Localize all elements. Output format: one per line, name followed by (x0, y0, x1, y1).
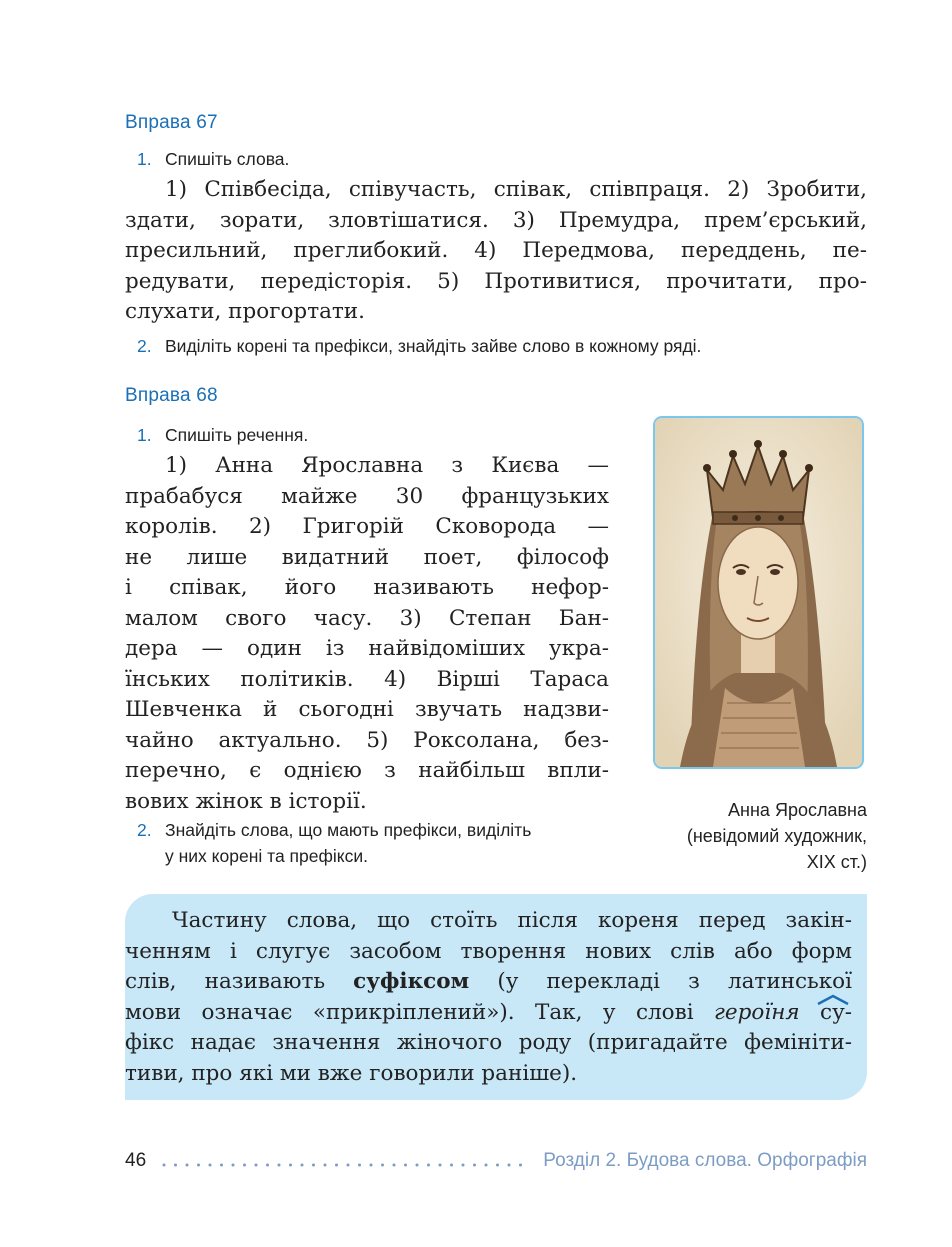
text-line: здати, зорати, зловтішатися. 3) Премудра, прем’єрський, (125, 207, 867, 233)
task-text: у них корені та префікси. (165, 846, 369, 866)
footer-dots (162, 1163, 530, 1167)
text-line: Шевченка й сьогодні звучать надзви- (125, 697, 609, 722)
task-text: Спишіть речення. (165, 425, 309, 445)
rule-line (125, 998, 852, 1029)
text-line: малом свого часу. 3) Степан Бан- (125, 605, 609, 631)
rule-fragment: мови означає «прикріплений»). Так, у слові (125, 999, 694, 1025)
portrait-anna-yaroslavna (653, 416, 864, 769)
text-line: 1) Анна Ярославна з Києва — (165, 453, 609, 478)
rule-line: тиви, про які ми вже говорили раніше). (125, 1060, 578, 1086)
text-line: 1) Співбесіда, співучасть, співак, співпраця. 2) Зробити, (165, 177, 867, 202)
rule-line: ченням і слугує засобом творення нових слів або форм (125, 938, 852, 964)
exercise-68-title: Вправа 68 (125, 385, 218, 406)
task-text: Знайдіть слова, що мають префікси, виділіть (165, 820, 532, 840)
rule-fragment: (у перекладі з латинської (497, 969, 852, 994)
exercise-68-task-2 (137, 817, 531, 869)
portrait-caption (687, 797, 867, 875)
rule-line (125, 967, 852, 998)
exercise-67-task-1 (137, 146, 289, 172)
example-word: героїня (714, 999, 800, 1025)
exercise-67-title: Вправа 67 (125, 112, 218, 133)
text-line: прабабуся майже 30 французьких (125, 483, 609, 509)
rule-line: фікс надає значення жіночого роду (пригадайте фемініти- (125, 1030, 852, 1055)
rule-text (125, 906, 852, 1089)
portrait-illustration (655, 418, 862, 767)
task-number: 1. (137, 425, 152, 445)
term-suffix: суфіксом (353, 969, 470, 994)
text-line: і співак, його називають нефор- (125, 575, 609, 600)
rule-fragment: слів, називають (125, 969, 326, 994)
rule-fragment: су- (820, 999, 852, 1025)
exercise-67-task-2 (137, 333, 701, 359)
task-number: 2. (137, 336, 152, 356)
text-line: перечно, є однією з найбільш впли- (125, 758, 609, 783)
text-line: не лише видатний поет, філософ (125, 544, 609, 570)
text-line: їнських політиків. 4) Вірші Тараса (125, 666, 609, 692)
text-line: редувати, передісторія. 5) Противитися, прочитати, про- (125, 268, 867, 294)
text-line: дера — один із найвідоміших укра- (125, 636, 609, 661)
section-title: Розділ 2. Будова слова. Орфографія (543, 1150, 867, 1171)
text-line: вових жінок в історії. (125, 788, 367, 814)
text-line: королів. 2) Григорій Сковорода — (125, 514, 609, 539)
caption-line: XIX ст.) (806, 852, 867, 872)
page-number: 46 (125, 1150, 147, 1171)
text-line: чайно актуально. 5) Роксолана, без- (125, 727, 609, 753)
text-line: слухати, прогортати. (125, 299, 365, 324)
task-number: 1. (137, 149, 152, 169)
exercise-68-task-1 (137, 422, 308, 448)
task-text: Спишіть слова. (165, 149, 290, 169)
task-text: Виділіть корені та префікси, знайдіть зайве слово в кожному ряді. (165, 336, 702, 356)
text-line: пресильний, преглибокий. 4) Передмова, переддень, пе- (125, 238, 867, 263)
task-number: 2. (137, 820, 152, 840)
rule-line: Частину слова, що стоїть після кореня перед закін- (172, 908, 852, 933)
caption-line: (невідомий художник, (686, 826, 867, 846)
exercise-67-body (125, 175, 867, 328)
caption-line: Анна Ярославна (728, 800, 867, 820)
suffix-mark-icon (815, 993, 851, 1007)
exercise-68-body (125, 451, 609, 817)
